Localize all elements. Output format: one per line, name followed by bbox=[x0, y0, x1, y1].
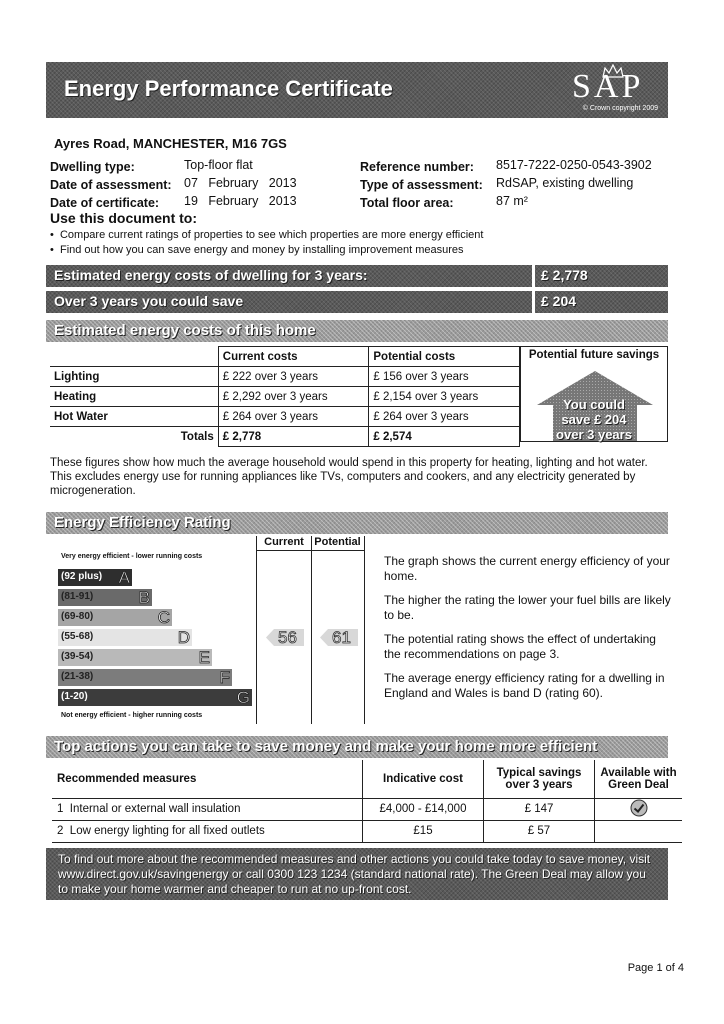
bullet-icon: • bbox=[50, 229, 60, 241]
bullet-icon: • bbox=[50, 244, 60, 256]
band-range-label: (69-80) bbox=[61, 611, 94, 622]
summary-savings-label-bar: Over 3 years you could save bbox=[46, 291, 532, 313]
band-range-label: (55-68) bbox=[61, 631, 94, 642]
rating-band-c bbox=[58, 609, 172, 626]
rating-band-a bbox=[58, 569, 132, 586]
table-header-row: Current costs Potential costs bbox=[50, 347, 520, 367]
costs-note: These figures show how much the average household would spend in this property for heating, lighting and hot water. This excludes energy use for running appliances like TVs, computers and cookers, and any electricity generated by microgeneration. bbox=[50, 457, 648, 497]
table-row: 2 Low energy lighting for all fixed outlets £15 £ 57 bbox=[52, 820, 682, 842]
check-icon bbox=[630, 799, 648, 817]
sap-logo-text: SAP bbox=[572, 68, 644, 105]
rating-paragraph: The average energy efficiency rating for a dwelling in England and Wales is band D (rating 60). bbox=[384, 671, 665, 700]
rating-explanation bbox=[384, 554, 674, 701]
future-savings-cell: Potential future savings You could save £ 204 over 3 years bbox=[520, 346, 668, 442]
detail-assessment-type: Type of assessment: RdSAP, existing dwelling bbox=[360, 176, 634, 192]
current-column: Current bbox=[256, 536, 312, 724]
page-number: Page 1 of 4 bbox=[627, 962, 684, 974]
list-item: • Find out how you can save energy and money by installing improvement measures bbox=[50, 244, 464, 256]
table-header-row: Recommended measures Indicative cost Typical savings over 3 years Available with Green Deal bbox=[52, 760, 682, 798]
band-letter: D bbox=[177, 628, 190, 647]
use-document-list bbox=[50, 228, 483, 258]
details-left bbox=[50, 158, 297, 212]
table-totals-row: Totals £ 2,778 £ 2,574 bbox=[50, 427, 520, 447]
detail-dwelling-type: Dwelling type: Top-floor flat bbox=[50, 158, 253, 174]
costs-section-header: Estimated energy costs of this home bbox=[46, 320, 668, 342]
band-range-label: (92 plus) bbox=[61, 571, 103, 582]
potential-rating-arrow: 61 bbox=[320, 629, 358, 646]
potential-column: Potential bbox=[311, 536, 364, 724]
rating-section-header: Energy Efficiency Rating bbox=[46, 512, 668, 534]
detail-date-certificate: Date of certificate: 19 February 2013 bbox=[50, 194, 297, 210]
band-letter: G bbox=[236, 688, 250, 707]
detail-floor-area: Total floor area: 87 m² bbox=[360, 194, 528, 210]
band-range-label: (1-20) bbox=[61, 691, 88, 702]
band-letter: C bbox=[157, 608, 170, 627]
summary-savings-value-bar: £ 204 bbox=[535, 291, 668, 313]
table-row: Hot Water £ 264 over 3 years £ 264 over 3 years bbox=[50, 407, 520, 427]
band-letter: E bbox=[198, 648, 210, 667]
use-document-heading: Use this document to: bbox=[50, 210, 198, 226]
crown-copyright: © Crown copyright 2009 bbox=[582, 105, 658, 112]
costs-table bbox=[50, 346, 520, 447]
rating-band-g bbox=[58, 689, 252, 706]
summary-costs-value-bar: £ 2,778 bbox=[535, 265, 668, 287]
table-row: Heating £ 2,292 over 3 years £ 2,154 over 3 years bbox=[50, 387, 520, 407]
rating-band-e bbox=[58, 649, 212, 666]
table-row: Lighting £ 222 over 3 years £ 156 over 3 years bbox=[50, 367, 520, 387]
current-rating-arrow: 56 bbox=[266, 629, 304, 646]
actions-section-header: Top actions you can take to save money and make your home more efficient bbox=[46, 736, 668, 758]
sap-logo bbox=[568, 66, 660, 112]
band-letter: B bbox=[138, 588, 150, 607]
rating-paragraph: The potential rating shows the effect of undertaking the recommendations on page 3. bbox=[384, 632, 656, 661]
summary-costs-label-bar: Estimated energy costs of dwelling for 3 years: bbox=[46, 265, 532, 287]
rating-paragraph: The higher the rating the lower your fuel bills are likely to be. bbox=[384, 593, 671, 622]
property-address: Ayres Road, MANCHESTER, M16 7GS bbox=[54, 136, 287, 151]
detail-date-assessment: Date of assessment: 07 February 2013 bbox=[50, 176, 297, 192]
details-right bbox=[360, 158, 652, 212]
band-range-label: (39-54) bbox=[61, 651, 94, 662]
band-letter: A bbox=[118, 568, 130, 587]
band-letter: F bbox=[219, 668, 230, 687]
rating-band-d bbox=[58, 629, 192, 646]
page-title: Energy Performance Certificate bbox=[64, 76, 393, 101]
info-box: To find out more about the recommended measures and other actions you could take today to save money, visit www.direct.gov.uk/savingenergy or call 0300 123 1234 (standard national rate). The Green Deal may allow you to make your home warmer and cheaper to run at no up-front cost. bbox=[46, 848, 668, 900]
rating-band-b bbox=[58, 589, 152, 606]
rating-bottom-caption: Not energy efficient - higher running costs bbox=[61, 712, 203, 719]
certificate-header bbox=[46, 62, 668, 118]
rating-top-caption: Very energy efficient - lower running costs bbox=[61, 553, 203, 560]
table-row: 1 Internal or external wall insulation £4,000 - £14,000 £ 147 bbox=[52, 798, 682, 820]
band-range-label: (81-91) bbox=[61, 591, 94, 602]
detail-reference-number: Reference number: 8517-7222-0250-0543-3902 bbox=[360, 158, 652, 174]
savings-callout: You could save £ 204 over 3 years bbox=[556, 397, 632, 442]
band-range-label: (21-38) bbox=[61, 671, 94, 682]
rating-paragraph: The graph shows the current energy efficiency of your home. bbox=[384, 554, 670, 583]
rating-bands bbox=[58, 569, 254, 709]
rating-band-f bbox=[58, 669, 232, 686]
rating-chart bbox=[52, 536, 365, 724]
list-item: • Compare current ratings of properties to see which properties are more energy efficient bbox=[50, 229, 484, 241]
measures-table bbox=[52, 760, 682, 843]
